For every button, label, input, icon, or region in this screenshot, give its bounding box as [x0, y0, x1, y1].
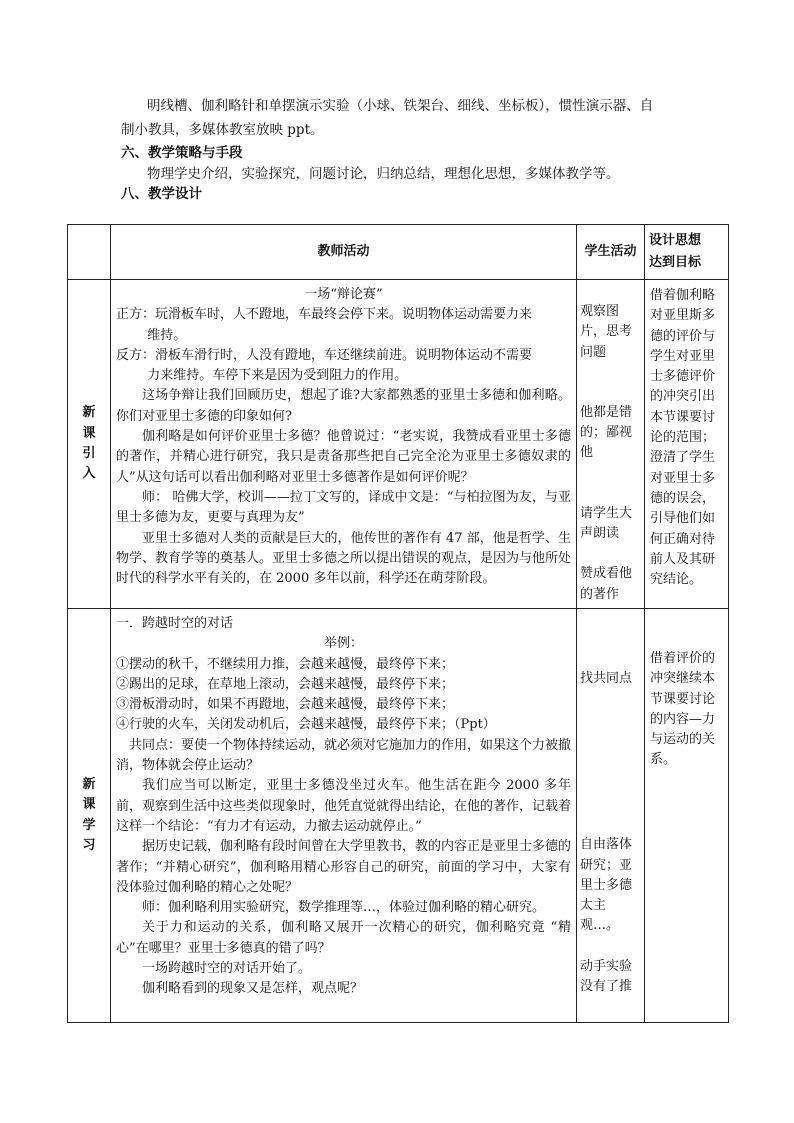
- stage-char: 新: [82, 776, 96, 792]
- header-design-goal: [645, 225, 729, 280]
- teacher-paragraph: 师：伽利略利用实验研究，数学推理等…，体验过伽利略的精心研究。: [142, 900, 546, 916]
- header-student-activity: 学生活动: [577, 225, 645, 280]
- student-activity-text: 找共同点: [580, 671, 633, 686]
- examples-title: 举例：: [323, 636, 363, 652]
- pro-side-text: 正方：玩滑板车时，人不蹬地，车最终会停下来。说明物体运动需要力来: [116, 307, 533, 323]
- section-8-title: 八、教学设计: [121, 186, 202, 202]
- design-goal-cell: [645, 280, 729, 609]
- table-header-row: [68, 225, 729, 280]
- student-activity-text: 他都是错的；鄙视他: [580, 404, 633, 461]
- example-item: ③滑板滑动时，如果不再蹬地，会越来越慢，最终停下来；: [116, 697, 455, 713]
- header-design-line-2: 达到目标: [649, 255, 702, 270]
- example-item: ①摆动的秋千，不继续用力推，会越来越慢，最终停下来；: [116, 656, 455, 672]
- section-6-text: 物理学史介绍，实验探究，问题讨论，归纳总结，理想化思想，多媒体教学等。: [147, 166, 620, 182]
- stage-intro-cell: [68, 280, 111, 609]
- student-activity-text: 观察图片，思考问题: [580, 304, 633, 360]
- teacher-paragraph: 据历史记载，伽利略有段时间曾在大学里教书，教的内容正是亚里士多德的著作；“并精心研究”，伽利略用精心形容自己的研究，前面的学习中，大家有没体验过伽利略的精心之处呢？: [116, 839, 572, 895]
- equipment-line-1: 明线槽、伽利略针和单摆演示实验（小球、铁架台、细线、坐标板），惯性演示器、自: [147, 98, 654, 114]
- teacher-paragraph: 伽利略看到的现象又是怎样，观点呢？: [142, 981, 364, 997]
- pro-side-text-cont: 维持。: [147, 327, 187, 343]
- stage-char: 引: [82, 446, 96, 461]
- teacher-activity-cell: [111, 280, 577, 609]
- equipment-line-2: 制小教具，多媒体教室放映 ppt。: [121, 122, 324, 138]
- stage-char: 新: [82, 405, 96, 421]
- stage-char: 习: [82, 837, 96, 853]
- design-goal-cell: [645, 609, 729, 1023]
- con-side-text: 反方：滑板车滑行时，人没有蹬地，车还继续前进。说明物体运动不需要: [116, 347, 533, 363]
- dialogue-heading: 一．跨越时空的对话: [116, 616, 234, 631]
- header-design-line-1: 设计思想: [649, 233, 702, 248]
- debate-title: 一场“辩论赛”: [304, 287, 383, 302]
- teacher-paragraph: 一场跨越时空的对话开始了。: [142, 961, 312, 977]
- stage-char: 课: [82, 425, 96, 441]
- example-item: ④行驶的火车，关闭发动机后，会越来越慢，最终停下来；（Ppt）: [116, 717, 496, 733]
- student-activity-text: 动手实验没有了推: [580, 958, 633, 995]
- header-teacher-activity: 教师活动: [111, 225, 577, 280]
- section-6-title: 六、教学策略与手段: [121, 145, 243, 161]
- teacher-activity-cell: [111, 609, 577, 1023]
- table-row: [68, 280, 729, 609]
- stage-char: 课: [82, 797, 96, 813]
- table-row: [68, 609, 729, 1023]
- teacher-paragraph: 共同点：要使一个物体持续运动，就必须对它施加力的作用，如果这个力被撤消，物体就会停止运动？: [116, 737, 572, 774]
- teacher-paragraph: 这场争辩让我们回顾历史，想起了谁?大家都熟悉的亚里士多德和伽利略。你们对亚里士多德的印象如何?: [116, 388, 571, 424]
- teacher-paragraph: 我们应当可以断定，亚里士多德没坐过火车。他生活在距今 2000 多年前，观察到生活中这些类似现象时，他凭直觉就得出结论，在他的著作，记载着这样一个结论：“有力才有运动，力撤去运动就停止。”: [116, 778, 572, 834]
- stage-char: 学: [82, 817, 96, 833]
- stage-learning-cell: [68, 609, 111, 1023]
- teacher-paragraph: 伽利略是如何评价亚里士多德？他曾说过：“老实说，我赞成看亚里士多德的著作，并精心进行研究，我只是责备那些把自己完全沦为亚里士多德奴隶的人”从这句话可以看出伽利略对亚里士多德著作是如何评价呢？: [116, 429, 571, 485]
- example-item: ②踢出的足球，在草地上滚动，会越来越慢，最终停下来；: [116, 676, 455, 692]
- design-goal-text: 借着评价的冲突继续本节课要讨论的内容—力与运动的关系。: [650, 651, 716, 768]
- teaching-design-table: [67, 224, 729, 1023]
- student-activity-cell: [577, 609, 645, 1023]
- student-activity-text: 赞成看他的著作: [580, 566, 633, 602]
- header-stage-cell: [68, 225, 111, 280]
- teacher-paragraph: 师： 哈佛大学，校训——拉丁文写的，译成中文是：“与柏拉图为友，与亚里士多德为友，更要与真理为友”: [116, 489, 571, 526]
- student-activity-text: 请学生大声朗读: [580, 505, 633, 542]
- teacher-paragraph: 关于力和运动的关系，伽利略又展开一次精心的研究，伽利略究竟 “精心”在哪里？亚里士多德真的错了吗？: [116, 920, 571, 956]
- con-side-text-cont: 力来维持。车停下来是因为受到阻力的作用。: [147, 368, 408, 384]
- design-goal-text: 借着伽利略对亚里斯多德的评价与学生对亚里士多德评价的冲突引出本节课要讨论的范围；澄清了学生对亚里士多德的误会，引导他们如何正确对待前人及其研究结论。: [650, 288, 716, 588]
- teacher-paragraph: 亚里士多德对人类的贡献是巨大的，他传世的著作有 47 部，他是哲学、生物学、教育学等的奠基人。亚里士多德之所以提出错误的观点，是因为与他所处时代的科学水平有关的，在 2000 多年以前，科学还在萌芽阶段。: [116, 530, 572, 587]
- stage-char: 入: [82, 466, 96, 482]
- student-activity-text: 自由落体研究；亚里士多德太主观…。: [580, 837, 633, 934]
- student-activity-cell: [577, 280, 645, 609]
